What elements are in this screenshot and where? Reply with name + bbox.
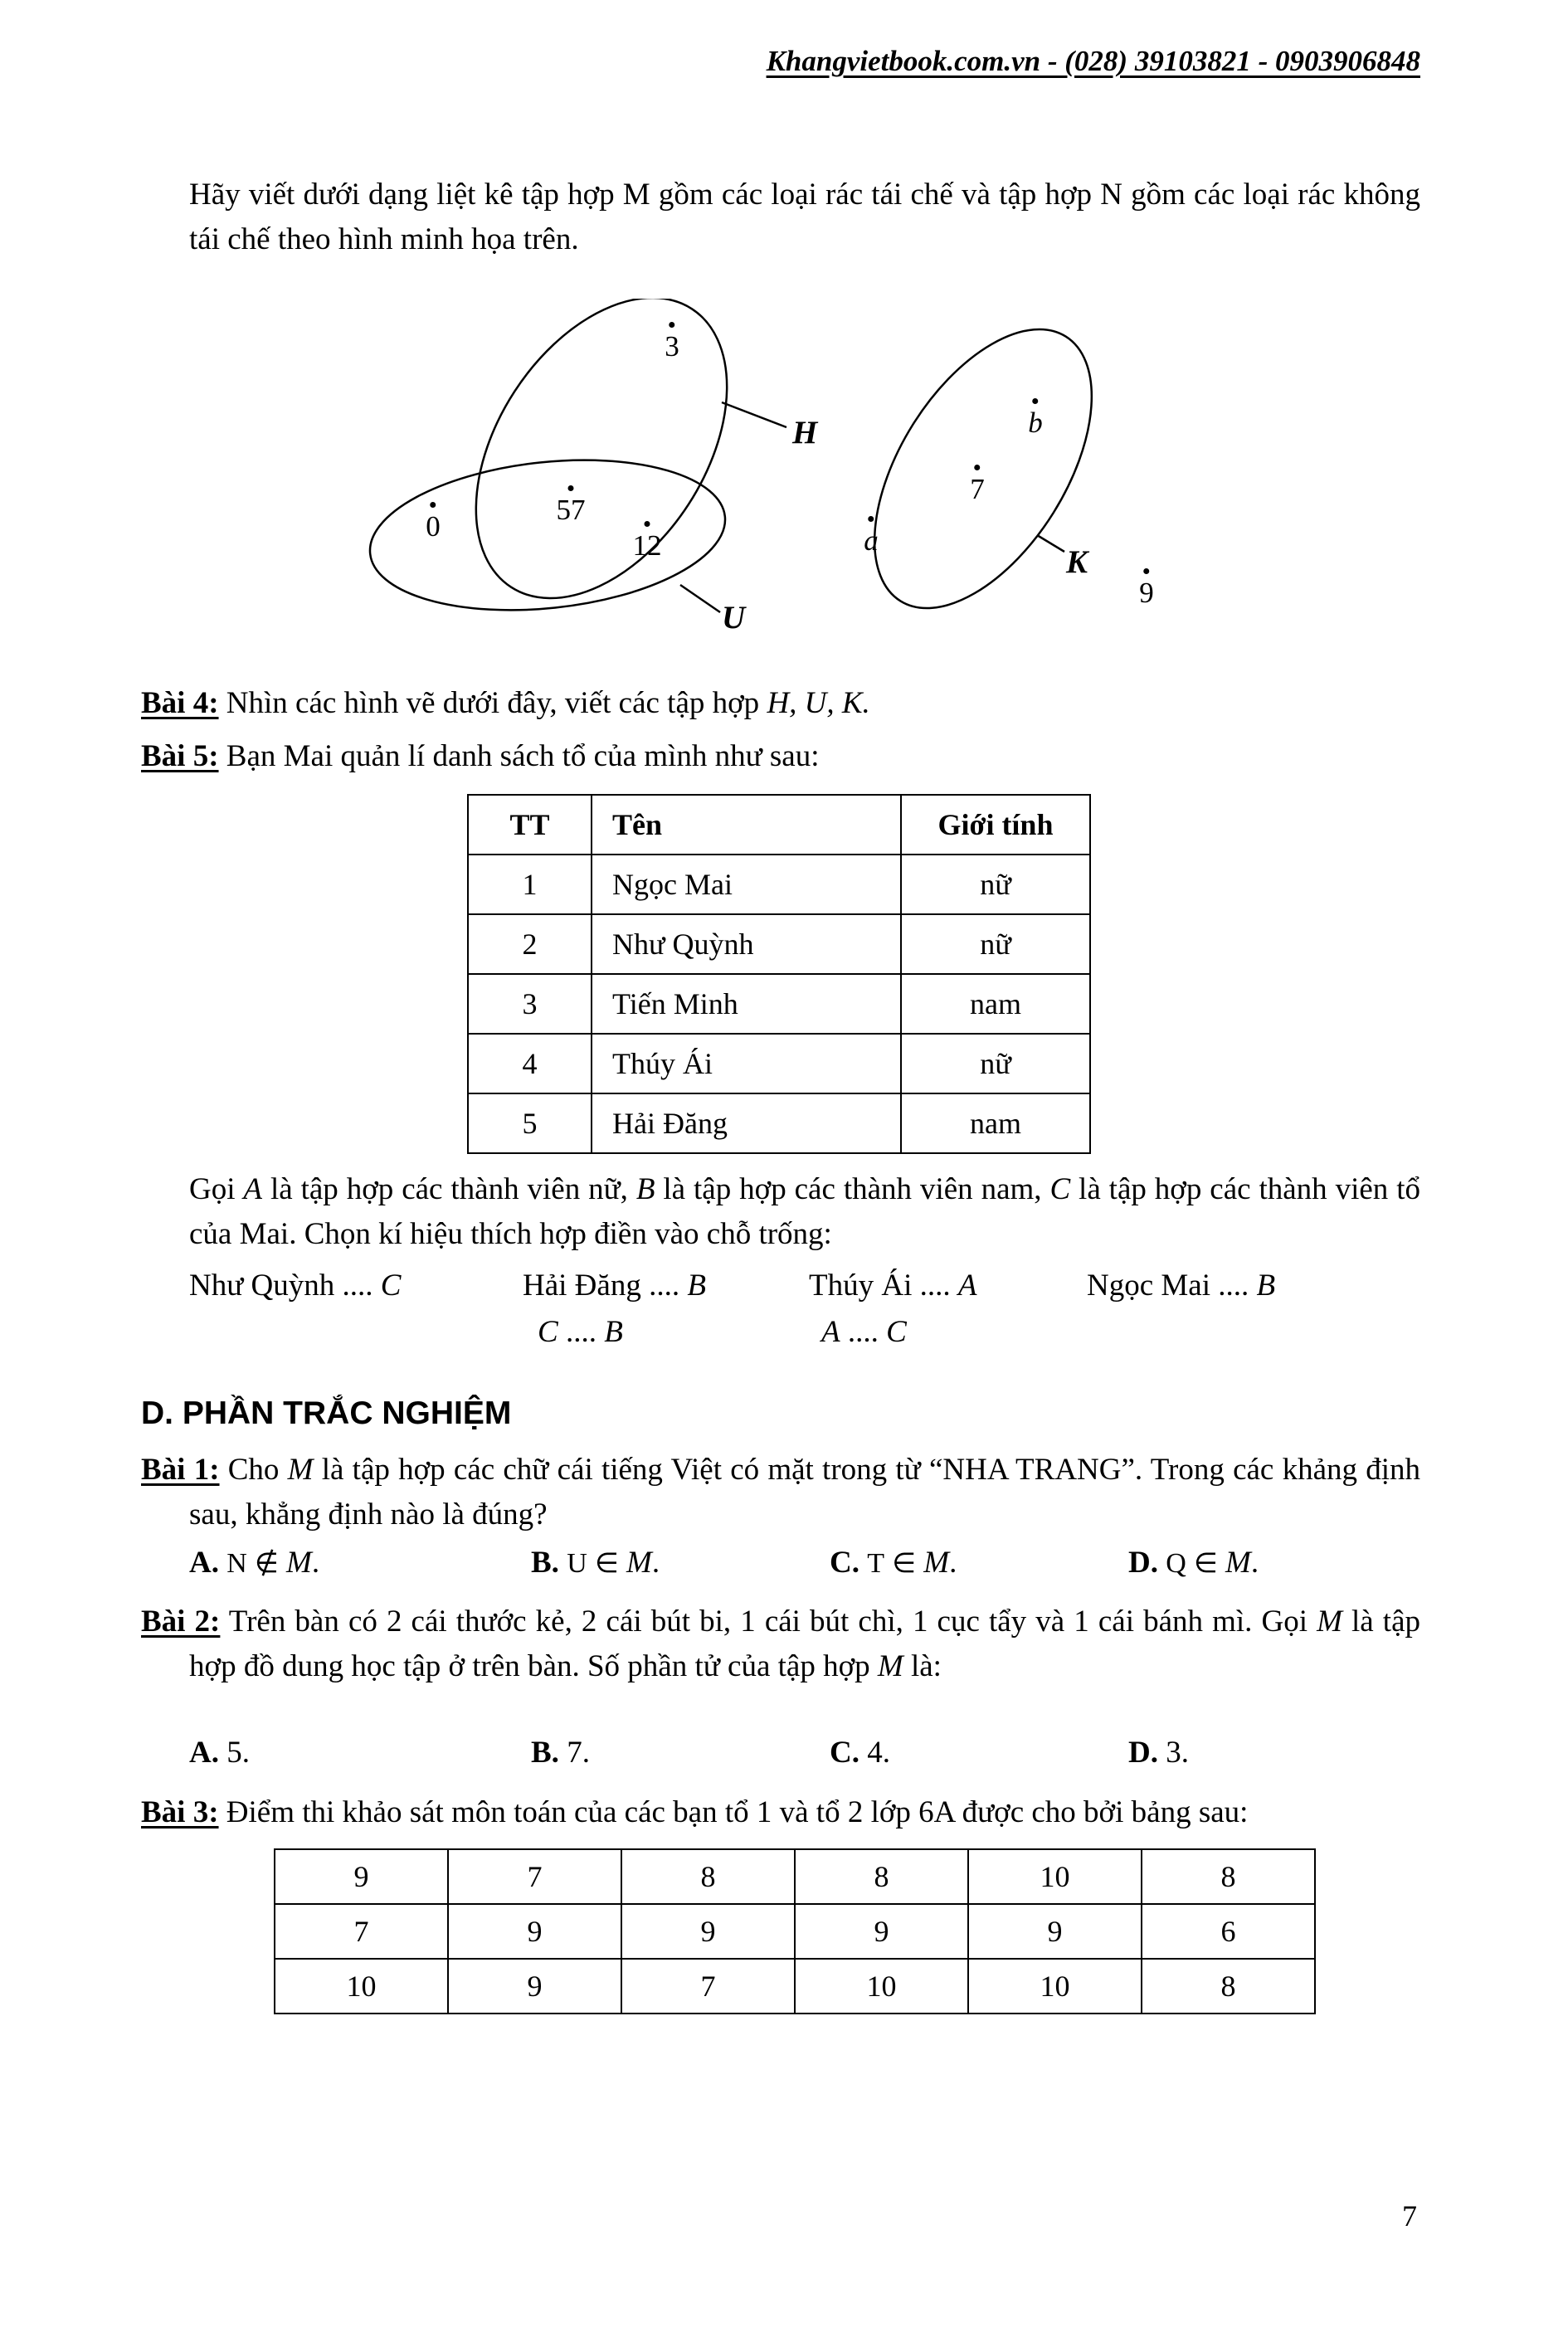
- venn-element-b: [1028, 398, 1043, 437]
- fill-dots: ....: [1218, 1269, 1249, 1303]
- goi-text-3: là tập hợp các thành viên nam,: [663, 1172, 1042, 1206]
- venn-diagram-figure: [141, 299, 1420, 668]
- element-label: 12: [632, 529, 662, 562]
- cell-tt: 4: [468, 1034, 592, 1093]
- cell-gender: nam: [901, 974, 1090, 1034]
- option-element: N: [226, 1548, 247, 1579]
- set-k-pointer-line: [1037, 535, 1064, 552]
- element-of-icon: ∈: [1194, 1546, 1218, 1579]
- option-d: [1128, 1541, 1259, 1586]
- bai4-math: H, U, K.: [767, 686, 870, 720]
- element-point-icon: [431, 502, 436, 508]
- cell-name: Như Quỳnh: [592, 914, 901, 974]
- fill-dots: ....: [342, 1269, 373, 1303]
- set-h-pointer-line: [722, 402, 786, 427]
- intro-text: Hãy viết dưới dạng liệt kê tập hợp M gồm các loại rác tái chế và tập hợp N gồm các loại rác không tái chế theo hình minh họa trên.: [189, 178, 1420, 256]
- bai1-label: Bài 1:: [141, 1453, 220, 1487]
- element-label: 3: [665, 330, 679, 363]
- bai1-paragraph: [141, 1448, 1420, 1537]
- goi-paragraph: [189, 1167, 1420, 1257]
- intro-paragraph: [189, 173, 1420, 262]
- fill-dots: ....: [649, 1269, 680, 1303]
- score-cell: 7: [275, 1904, 448, 1959]
- cell-name: Ngọc Mai: [592, 855, 901, 914]
- score-cell: 8: [621, 1849, 795, 1904]
- option-label: B.: [531, 1736, 559, 1770]
- fill-item: [821, 1310, 907, 1355]
- bai5-paragraph: [141, 734, 1420, 779]
- page-number: 7: [1402, 2199, 1417, 2233]
- bai4-text: Nhìn các hình vẽ dưới đây, viết các tập hợp: [226, 686, 760, 720]
- option-value: 3.: [1166, 1736, 1189, 1770]
- cell-gender: nữ: [901, 1034, 1090, 1093]
- cell-gender: nam: [901, 1093, 1090, 1153]
- fill-dots: ....: [919, 1269, 951, 1303]
- bai1-text-2: là tập hợp các chữ cái tiếng Việt có mặt trong từ “NHA TRANG”. Trong các khảng định sau, khẳng định nào là đúng?: [189, 1453, 1421, 1531]
- element-of-icon: ∈: [595, 1546, 619, 1579]
- bai3-paragraph: [141, 1790, 1420, 1835]
- page-header: [141, 43, 1420, 80]
- fill-set: B: [1256, 1269, 1276, 1303]
- bai2-label: Bài 2:: [141, 1605, 221, 1639]
- element-label: 7: [970, 473, 985, 505]
- not-element-of-icon: ∉: [255, 1546, 279, 1579]
- option-a: [189, 1541, 531, 1586]
- fill-blank-row-2: [538, 1310, 1420, 1355]
- set-b-symbol: B: [635, 1172, 655, 1206]
- option-set: M: [923, 1546, 950, 1580]
- element-label: b: [1028, 407, 1043, 439]
- option-period: .: [651, 1546, 660, 1580]
- fill-set: C: [380, 1269, 402, 1303]
- bai2-paragraph: [141, 1600, 1420, 1689]
- table-row: [275, 1904, 1315, 1959]
- set-c-symbol: C: [1049, 1172, 1071, 1206]
- option-value: 7.: [567, 1736, 590, 1770]
- option-label: B.: [531, 1546, 559, 1580]
- cell-gender: nữ: [901, 914, 1090, 974]
- score-cell: 9: [968, 1904, 1142, 1959]
- fill-dots: ....: [565, 1315, 597, 1349]
- score-cell: 9: [621, 1904, 795, 1959]
- option-element: T: [867, 1548, 885, 1579]
- option-b: [531, 1731, 830, 1775]
- score-cell: 7: [448, 1849, 621, 1904]
- element-point-icon: [645, 521, 650, 527]
- option-value: 5.: [226, 1736, 250, 1770]
- scores-table: [274, 1848, 1316, 2014]
- cell-tt: 2: [468, 914, 592, 974]
- set-u-pointer-line: [680, 585, 720, 612]
- score-cell: 10: [968, 1849, 1142, 1904]
- option-label: D.: [1128, 1546, 1158, 1580]
- table-row: [275, 1959, 1315, 2014]
- goi-text-2: là tập hợp các thành viên nữ,: [270, 1172, 628, 1206]
- option-c: [830, 1541, 1128, 1586]
- col-header-tt: TT: [468, 795, 592, 855]
- fill-item: [538, 1310, 821, 1355]
- bai3-text: Điểm thi khảo sát môn toán của các bạn tổ 1 và tổ 2 lớp 6A được cho bởi bảng sau:: [226, 1795, 1249, 1829]
- bai2-text-3: là:: [910, 1649, 942, 1683]
- element-point-icon: [1144, 568, 1150, 574]
- col-header-name: Tên: [592, 795, 901, 855]
- cell-name: Thúy Ái: [592, 1034, 901, 1093]
- score-cell: 7: [621, 1959, 795, 2014]
- option-value: 4.: [867, 1736, 890, 1770]
- table-row: [468, 855, 1090, 914]
- fill-set: A: [821, 1315, 840, 1349]
- option-b: [531, 1541, 830, 1586]
- table-row: [468, 1093, 1090, 1153]
- venn-shapes: [141, 299, 1420, 668]
- cell-name: Hải Đăng: [592, 1093, 901, 1153]
- option-set: M: [626, 1546, 652, 1580]
- option-d: [1128, 1731, 1189, 1775]
- fill-dots: ....: [847, 1315, 879, 1349]
- set-a-symbol: A: [243, 1172, 263, 1206]
- table-row: [468, 974, 1090, 1034]
- fill-name: Ngọc Mai: [1087, 1269, 1210, 1303]
- score-cell: 10: [275, 1959, 448, 2014]
- fill-name: Thúy Ái: [809, 1269, 913, 1303]
- bai1-text-1: Cho: [227, 1453, 280, 1487]
- header-website-phone: Khangvietbook.com.vn - (028) 39103821 - 0903906848: [766, 45, 1420, 77]
- cell-tt: 1: [468, 855, 592, 914]
- option-element: U: [567, 1548, 587, 1579]
- set-k-label: K: [1066, 544, 1088, 580]
- element-point-icon: [869, 516, 874, 522]
- table-header-row: [468, 795, 1090, 855]
- bai4-label: Bài 4:: [141, 686, 219, 720]
- fill-item: [809, 1264, 1087, 1308]
- bai2-text-1: Trên bàn có 2 cái thước kẻ, 2 cái bút bi, 1 cái bút chì, 1 cục tẩy và 1 cái bánh mì. Gọi: [228, 1605, 1307, 1639]
- set-h-ellipse: [424, 299, 779, 644]
- section-d-heading: D. PHẦN TRẮC NGHIỆM: [141, 1395, 512, 1431]
- goi-text-1: Gọi: [189, 1172, 236, 1206]
- option-a: [189, 1731, 531, 1775]
- bai2-text-2: là tập hợp đồ dung học tập ở trên bàn. Số phần tử của tập hợp: [189, 1605, 1421, 1683]
- element-label: 57: [556, 494, 586, 526]
- cell-gender: nữ: [901, 855, 1090, 914]
- score-cell: 8: [1142, 1849, 1315, 1904]
- members-table: [467, 794, 1091, 1154]
- set-m-symbol: M: [877, 1649, 903, 1683]
- set-m-symbol: M: [287, 1453, 314, 1487]
- option-label: C.: [830, 1736, 859, 1770]
- option-period: .: [949, 1546, 957, 1580]
- goi-text-4: là tập hợp các thành viên tổ của Mai. Chọn kí hiệu thích hợp điền vào chỗ trống:: [189, 1172, 1420, 1251]
- option-period: .: [311, 1546, 320, 1580]
- score-cell: 9: [275, 1849, 448, 1904]
- table-row: [468, 914, 1090, 974]
- option-set: M: [1225, 1546, 1251, 1580]
- venn-element-57: [557, 485, 586, 524]
- score-cell: 9: [448, 1959, 621, 2014]
- element-point-icon: [975, 465, 981, 470]
- option-label: D.: [1128, 1736, 1158, 1770]
- bai5-label: Bài 5:: [141, 739, 219, 773]
- venn-element-9: [1139, 568, 1154, 607]
- cell-name: Tiến Minh: [592, 974, 901, 1034]
- element-point-icon: [670, 322, 675, 328]
- set-h-label: H: [792, 415, 818, 450]
- fill-blank-row-1: [189, 1264, 1420, 1308]
- table-row: [468, 1034, 1090, 1093]
- option-label: A.: [189, 1546, 219, 1580]
- fill-name: Hải Đăng: [523, 1269, 641, 1303]
- bai5-text: Bạn Mai quản lí danh sách tổ của mình như sau:: [226, 739, 820, 773]
- score-cell: 6: [1142, 1904, 1315, 1959]
- bai4-paragraph: [141, 681, 1420, 726]
- score-cell: 9: [795, 1904, 968, 1959]
- element-label: 9: [1139, 577, 1154, 609]
- score-cell: 9: [448, 1904, 621, 1959]
- set-u-label: U: [722, 600, 746, 635]
- fill-item: [1087, 1264, 1275, 1308]
- option-label: C.: [830, 1546, 859, 1580]
- venn-element-3: [665, 322, 679, 361]
- table-row: [275, 1849, 1315, 1904]
- element-of-icon: ∈: [892, 1546, 917, 1579]
- venn-element-7: [970, 465, 985, 504]
- score-cell: 8: [795, 1849, 968, 1904]
- score-cell: 8: [1142, 1959, 1315, 2014]
- option-period: .: [1250, 1546, 1259, 1580]
- bai2-options-row: [189, 1731, 1420, 1775]
- bai1-options-row: [189, 1541, 1420, 1586]
- option-c: [830, 1731, 1128, 1775]
- fill-set: B: [687, 1269, 706, 1303]
- set-m-symbol: M: [1317, 1605, 1342, 1639]
- fill-name: Như Quỳnh: [189, 1269, 335, 1303]
- cell-tt: 5: [468, 1093, 592, 1153]
- venn-element-a: [864, 516, 879, 555]
- cell-tt: 3: [468, 974, 592, 1034]
- venn-element-12: [633, 521, 662, 560]
- option-set: M: [286, 1546, 312, 1580]
- score-cell: 10: [795, 1959, 968, 2014]
- element-point-icon: [568, 485, 574, 491]
- venn-element-0: [426, 502, 441, 541]
- fill-item: [523, 1264, 809, 1308]
- fill-item: [189, 1264, 523, 1308]
- bai3-label: Bài 3:: [141, 1795, 219, 1829]
- fill-set: A: [957, 1269, 977, 1303]
- col-header-gender: Giới tính: [901, 795, 1090, 855]
- element-label: a: [864, 524, 879, 557]
- element-point-icon: [1033, 398, 1039, 404]
- fill-set: C: [886, 1315, 907, 1349]
- option-element: Q: [1166, 1548, 1186, 1579]
- fill-set: B: [604, 1315, 623, 1349]
- element-label: 0: [426, 510, 441, 543]
- option-label: A.: [189, 1736, 219, 1770]
- fill-set: C: [538, 1315, 558, 1349]
- score-cell: 10: [968, 1959, 1142, 2014]
